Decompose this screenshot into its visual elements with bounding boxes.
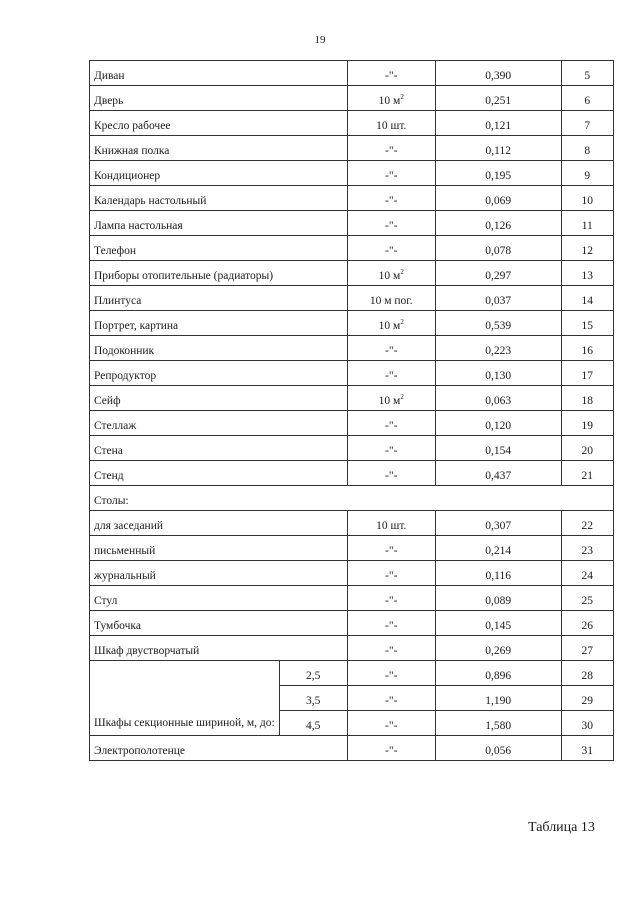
item-coefficient bbox=[435, 286, 561, 311]
item-coefficient bbox=[435, 736, 561, 761]
item-coefficient-text: 1,190 bbox=[485, 695, 512, 707]
item-unit-text: -"- bbox=[385, 170, 398, 182]
item-name bbox=[90, 286, 348, 311]
item-number-text: 29 bbox=[581, 695, 593, 707]
item-number-text: 26 bbox=[581, 620, 593, 632]
item-unit bbox=[347, 436, 435, 461]
sectional-width-text: 3,5 bbox=[306, 695, 321, 707]
item-number bbox=[561, 336, 613, 361]
sectional-width bbox=[279, 661, 347, 686]
item-number-text: 30 bbox=[581, 720, 593, 732]
item-number bbox=[561, 411, 613, 436]
item-unit bbox=[347, 211, 435, 236]
item-number bbox=[561, 236, 613, 261]
table-row bbox=[90, 286, 614, 311]
item-coefficient bbox=[435, 411, 561, 436]
item-number bbox=[561, 586, 613, 611]
item-coefficient bbox=[435, 511, 561, 536]
item-unit bbox=[347, 361, 435, 386]
item-number bbox=[561, 286, 613, 311]
item-name-text: для заседаний bbox=[94, 520, 164, 532]
item-number bbox=[561, 536, 613, 561]
item-number bbox=[561, 436, 613, 461]
item-name bbox=[90, 311, 348, 336]
item-number-text: 24 bbox=[581, 570, 593, 582]
item-number bbox=[561, 136, 613, 161]
item-coefficient bbox=[435, 211, 561, 236]
item-number-text: 15 bbox=[581, 320, 593, 332]
item-number-text: 22 bbox=[581, 520, 593, 532]
item-number-text: 17 bbox=[581, 370, 593, 382]
item-unit bbox=[347, 511, 435, 536]
item-unit bbox=[347, 661, 435, 686]
item-number-text: 10 bbox=[581, 195, 593, 207]
item-coefficient bbox=[435, 261, 561, 286]
item-unit-text: 10 м bbox=[378, 95, 401, 107]
item-number bbox=[561, 386, 613, 411]
item-coefficient bbox=[435, 311, 561, 336]
item-number-text: 16 bbox=[581, 345, 593, 357]
section-label bbox=[90, 486, 614, 511]
table-row bbox=[90, 136, 614, 161]
item-unit bbox=[347, 611, 435, 636]
table-row bbox=[90, 386, 614, 411]
item-unit bbox=[347, 736, 435, 761]
item-coefficient-text: 0,223 bbox=[485, 345, 512, 357]
item-number-text: 8 bbox=[584, 145, 591, 157]
item-coefficient-text: 0,121 bbox=[485, 120, 512, 132]
item-number bbox=[561, 736, 613, 761]
item-unit-text: -"- bbox=[385, 670, 398, 682]
item-coefficient-text: 0,078 bbox=[485, 245, 512, 257]
item-coefficient-text: 0,063 bbox=[485, 395, 512, 407]
item-coefficient-text: 0,195 bbox=[485, 170, 512, 182]
item-name bbox=[90, 386, 348, 411]
item-unit-text: 10 м bbox=[378, 270, 401, 282]
norms-table bbox=[89, 60, 614, 761]
item-unit bbox=[347, 111, 435, 136]
table-row bbox=[90, 211, 614, 236]
table-row bbox=[90, 261, 614, 286]
item-unit bbox=[347, 286, 435, 311]
item-number bbox=[561, 186, 613, 211]
item-name bbox=[90, 411, 348, 436]
item-name bbox=[90, 211, 348, 236]
item-name-text: Подоконник bbox=[94, 345, 155, 357]
item-number-text: 6 bbox=[584, 95, 591, 107]
item-name-text: Портрет, картина bbox=[94, 320, 179, 332]
item-coefficient-text: 0,120 bbox=[485, 420, 512, 432]
page-number: 19 bbox=[314, 34, 326, 46]
item-coefficient bbox=[435, 236, 561, 261]
item-name-text: Стенд bbox=[94, 470, 124, 482]
item-name bbox=[90, 436, 348, 461]
item-number bbox=[561, 61, 613, 86]
item-coefficient-text: 0,297 bbox=[485, 270, 512, 282]
item-name bbox=[90, 336, 348, 361]
item-coefficient-text: 0,056 bbox=[485, 745, 512, 757]
item-name bbox=[90, 261, 348, 286]
item-unit bbox=[347, 386, 435, 411]
item-number bbox=[561, 111, 613, 136]
item-unit-text: -"- bbox=[385, 470, 398, 482]
item-unit-text: -"- bbox=[385, 545, 398, 557]
item-name bbox=[90, 61, 348, 86]
item-coefficient bbox=[435, 661, 561, 686]
item-number bbox=[561, 611, 613, 636]
item-number bbox=[561, 161, 613, 186]
item-unit bbox=[347, 586, 435, 611]
item-number-text: 20 bbox=[581, 445, 593, 457]
item-coefficient-text: 0,214 bbox=[485, 545, 512, 557]
item-name bbox=[90, 461, 348, 486]
sectional-cabinets-name-text: Шкафы секционные шириной, м, до: bbox=[94, 717, 275, 730]
item-name bbox=[90, 611, 348, 636]
item-coefficient-text: 0,130 bbox=[485, 370, 512, 382]
section-row bbox=[90, 486, 614, 511]
table-row bbox=[90, 536, 614, 561]
item-unit bbox=[347, 236, 435, 261]
item-coefficient bbox=[435, 61, 561, 86]
item-unit bbox=[347, 711, 435, 736]
item-coefficient-text: 0,069 bbox=[485, 195, 512, 207]
item-unit-text: -"- bbox=[385, 695, 398, 707]
item-unit-text: -"- bbox=[385, 145, 398, 157]
item-number-text: 11 bbox=[581, 220, 593, 232]
item-name bbox=[90, 161, 348, 186]
table-row bbox=[90, 661, 614, 686]
item-coefficient bbox=[435, 461, 561, 486]
item-name-text: Электрополотенце bbox=[94, 745, 186, 757]
table-row bbox=[90, 236, 614, 261]
item-coefficient bbox=[435, 186, 561, 211]
item-number bbox=[561, 311, 613, 336]
table-row bbox=[90, 161, 614, 186]
item-name-text: письменный bbox=[94, 545, 156, 557]
item-unit-text: -"- bbox=[385, 245, 398, 257]
item-unit-text: -"- bbox=[385, 570, 398, 582]
item-name-text: Календарь настольный bbox=[94, 195, 207, 207]
item-name-text: Телефон bbox=[94, 245, 137, 257]
item-coefficient-text: 0,390 bbox=[485, 70, 512, 82]
item-unit-text: -"- bbox=[385, 595, 398, 607]
table-row bbox=[90, 61, 614, 86]
sectional-width-text: 2,5 bbox=[306, 670, 321, 682]
item-name-text: Плинтуса bbox=[94, 295, 142, 307]
table-row bbox=[90, 111, 614, 136]
item-coefficient bbox=[435, 136, 561, 161]
item-number-text: 23 bbox=[581, 545, 593, 557]
item-number-text: 9 bbox=[584, 170, 591, 182]
item-name-text: Приборы отопительные (радиаторы) bbox=[94, 270, 274, 282]
item-coefficient bbox=[435, 336, 561, 361]
item-name-text: Сейф bbox=[94, 395, 121, 407]
item-unit-text: 10 шт. bbox=[376, 520, 407, 532]
item-name bbox=[90, 511, 348, 536]
item-number-text: 25 bbox=[581, 595, 593, 607]
item-unit-text: -"- bbox=[385, 420, 398, 432]
item-unit-text: 10 м пог. bbox=[369, 295, 413, 307]
unit-superscript: 2 bbox=[400, 318, 404, 327]
table-row bbox=[90, 511, 614, 536]
item-name bbox=[90, 636, 348, 661]
unit-superscript: 2 bbox=[400, 393, 404, 402]
item-unit bbox=[347, 61, 435, 86]
item-coefficient bbox=[435, 561, 561, 586]
item-coefficient bbox=[435, 711, 561, 736]
table-row bbox=[90, 461, 614, 486]
table-row bbox=[90, 736, 614, 761]
item-name bbox=[90, 586, 348, 611]
item-coefficient bbox=[435, 586, 561, 611]
item-name bbox=[90, 136, 348, 161]
item-coefficient-text: 0,251 bbox=[485, 95, 512, 107]
item-coefficient-text: 0,539 bbox=[485, 320, 512, 332]
item-unit-text: -"- bbox=[385, 620, 398, 632]
item-unit bbox=[347, 186, 435, 211]
item-unit bbox=[347, 536, 435, 561]
item-name-text: Репродуктор bbox=[94, 370, 157, 382]
item-number-text: 21 bbox=[581, 470, 593, 482]
item-coefficient bbox=[435, 111, 561, 136]
table-caption: Таблица 13 bbox=[528, 820, 595, 835]
item-name-text: Лампа настольная bbox=[94, 220, 183, 232]
item-number-text: 5 bbox=[584, 70, 591, 82]
item-name-text: Стеллаж bbox=[94, 420, 137, 432]
item-coefficient bbox=[435, 161, 561, 186]
item-name-text: Книжная полка bbox=[94, 145, 170, 157]
table-row bbox=[90, 361, 614, 386]
table-row bbox=[90, 636, 614, 661]
table-row bbox=[90, 311, 614, 336]
item-number-text: 31 bbox=[581, 745, 593, 757]
item-coefficient-text: 0,037 bbox=[485, 295, 512, 307]
item-unit bbox=[347, 261, 435, 286]
item-coefficient-text: 0,154 bbox=[485, 445, 512, 457]
item-name bbox=[90, 86, 348, 111]
item-name bbox=[90, 361, 348, 386]
item-coefficient bbox=[435, 536, 561, 561]
item-name-text: Диван bbox=[94, 70, 125, 82]
item-name bbox=[90, 236, 348, 261]
item-unit-text: -"- bbox=[385, 345, 398, 357]
item-number-text: 13 bbox=[581, 270, 593, 282]
item-unit-text: -"- bbox=[385, 220, 398, 232]
item-number bbox=[561, 86, 613, 111]
item-unit bbox=[347, 311, 435, 336]
item-coefficient-text: 0,112 bbox=[485, 145, 511, 157]
item-unit-text: 10 шт. bbox=[376, 120, 407, 132]
item-coefficient-text: 0,116 bbox=[485, 570, 511, 582]
item-name bbox=[90, 186, 348, 211]
item-number bbox=[561, 511, 613, 536]
item-unit-text: -"- bbox=[385, 645, 398, 657]
table-row bbox=[90, 336, 614, 361]
item-number-text: 7 bbox=[584, 120, 591, 132]
item-name-text: Стена bbox=[94, 445, 123, 457]
unit-superscript: 2 bbox=[400, 93, 404, 102]
unit-superscript: 2 bbox=[400, 268, 404, 277]
item-coefficient-text: 0,145 bbox=[485, 620, 512, 632]
table-row bbox=[90, 86, 614, 111]
item-number bbox=[561, 686, 613, 711]
item-unit-text: -"- bbox=[385, 720, 398, 732]
item-unit-text: 10 м bbox=[378, 395, 401, 407]
sectional-width bbox=[279, 711, 347, 736]
item-unit bbox=[347, 461, 435, 486]
item-name-text: Шкаф двустворчатый bbox=[94, 645, 200, 657]
item-number-text: 18 bbox=[581, 395, 593, 407]
item-coefficient bbox=[435, 386, 561, 411]
item-unit bbox=[347, 411, 435, 436]
item-number-text: 12 bbox=[581, 245, 593, 257]
table-row bbox=[90, 186, 614, 211]
item-unit bbox=[347, 636, 435, 661]
item-name bbox=[90, 111, 348, 136]
item-coefficient bbox=[435, 636, 561, 661]
item-number-text: 19 bbox=[581, 420, 593, 432]
item-number bbox=[561, 661, 613, 686]
table-row bbox=[90, 611, 614, 636]
item-unit-text: 10 м bbox=[378, 320, 401, 332]
item-name-text: Тумбочка bbox=[94, 620, 141, 632]
section-label-text: Столы: bbox=[94, 495, 129, 507]
item-number bbox=[561, 261, 613, 286]
sectional-width-text: 4,5 bbox=[306, 720, 321, 732]
item-name bbox=[90, 561, 348, 586]
item-number bbox=[561, 636, 613, 661]
item-coefficient-text: 0,126 bbox=[485, 220, 512, 232]
item-name bbox=[90, 536, 348, 561]
sectional-cabinets-name bbox=[90, 661, 280, 736]
item-unit-text: -"- bbox=[385, 70, 398, 82]
item-coefficient-text: 0,437 bbox=[485, 470, 512, 482]
item-coefficient-text: 0,089 bbox=[485, 595, 512, 607]
item-number bbox=[561, 361, 613, 386]
item-number-text: 27 bbox=[581, 645, 593, 657]
item-coefficient-text: 0,269 bbox=[485, 645, 512, 657]
table-row bbox=[90, 561, 614, 586]
item-name-text: Кресло рабочее bbox=[94, 120, 171, 132]
item-unit-text: -"- bbox=[385, 195, 398, 207]
item-unit-text: -"- bbox=[385, 745, 398, 757]
item-number-text: 14 bbox=[581, 295, 593, 307]
table-row bbox=[90, 586, 614, 611]
item-coefficient bbox=[435, 86, 561, 111]
item-coefficient bbox=[435, 686, 561, 711]
sectional-width bbox=[279, 686, 347, 711]
item-coefficient bbox=[435, 436, 561, 461]
item-name-text: журнальный bbox=[94, 570, 156, 582]
item-unit bbox=[347, 136, 435, 161]
item-coefficient bbox=[435, 361, 561, 386]
item-number bbox=[561, 561, 613, 586]
item-name-text: Дверь bbox=[94, 95, 124, 107]
item-unit bbox=[347, 86, 435, 111]
item-coefficient bbox=[435, 611, 561, 636]
item-number bbox=[561, 461, 613, 486]
table-row bbox=[90, 411, 614, 436]
item-name-text: Стул bbox=[94, 595, 118, 607]
table-row bbox=[90, 436, 614, 461]
item-number bbox=[561, 711, 613, 736]
item-coefficient-text: 0,307 bbox=[485, 520, 512, 532]
item-unit bbox=[347, 686, 435, 711]
item-unit-text: -"- bbox=[385, 370, 398, 382]
item-number-text: 28 bbox=[581, 670, 593, 682]
item-unit bbox=[347, 161, 435, 186]
item-coefficient-text: 1,580 bbox=[485, 720, 512, 732]
item-coefficient-text: 0,896 bbox=[485, 670, 512, 682]
item-unit bbox=[347, 561, 435, 586]
item-name bbox=[90, 736, 348, 761]
item-unit bbox=[347, 336, 435, 361]
item-unit-text: -"- bbox=[385, 445, 398, 457]
item-number bbox=[561, 211, 613, 236]
item-name-text: Кондиционер bbox=[94, 170, 161, 182]
